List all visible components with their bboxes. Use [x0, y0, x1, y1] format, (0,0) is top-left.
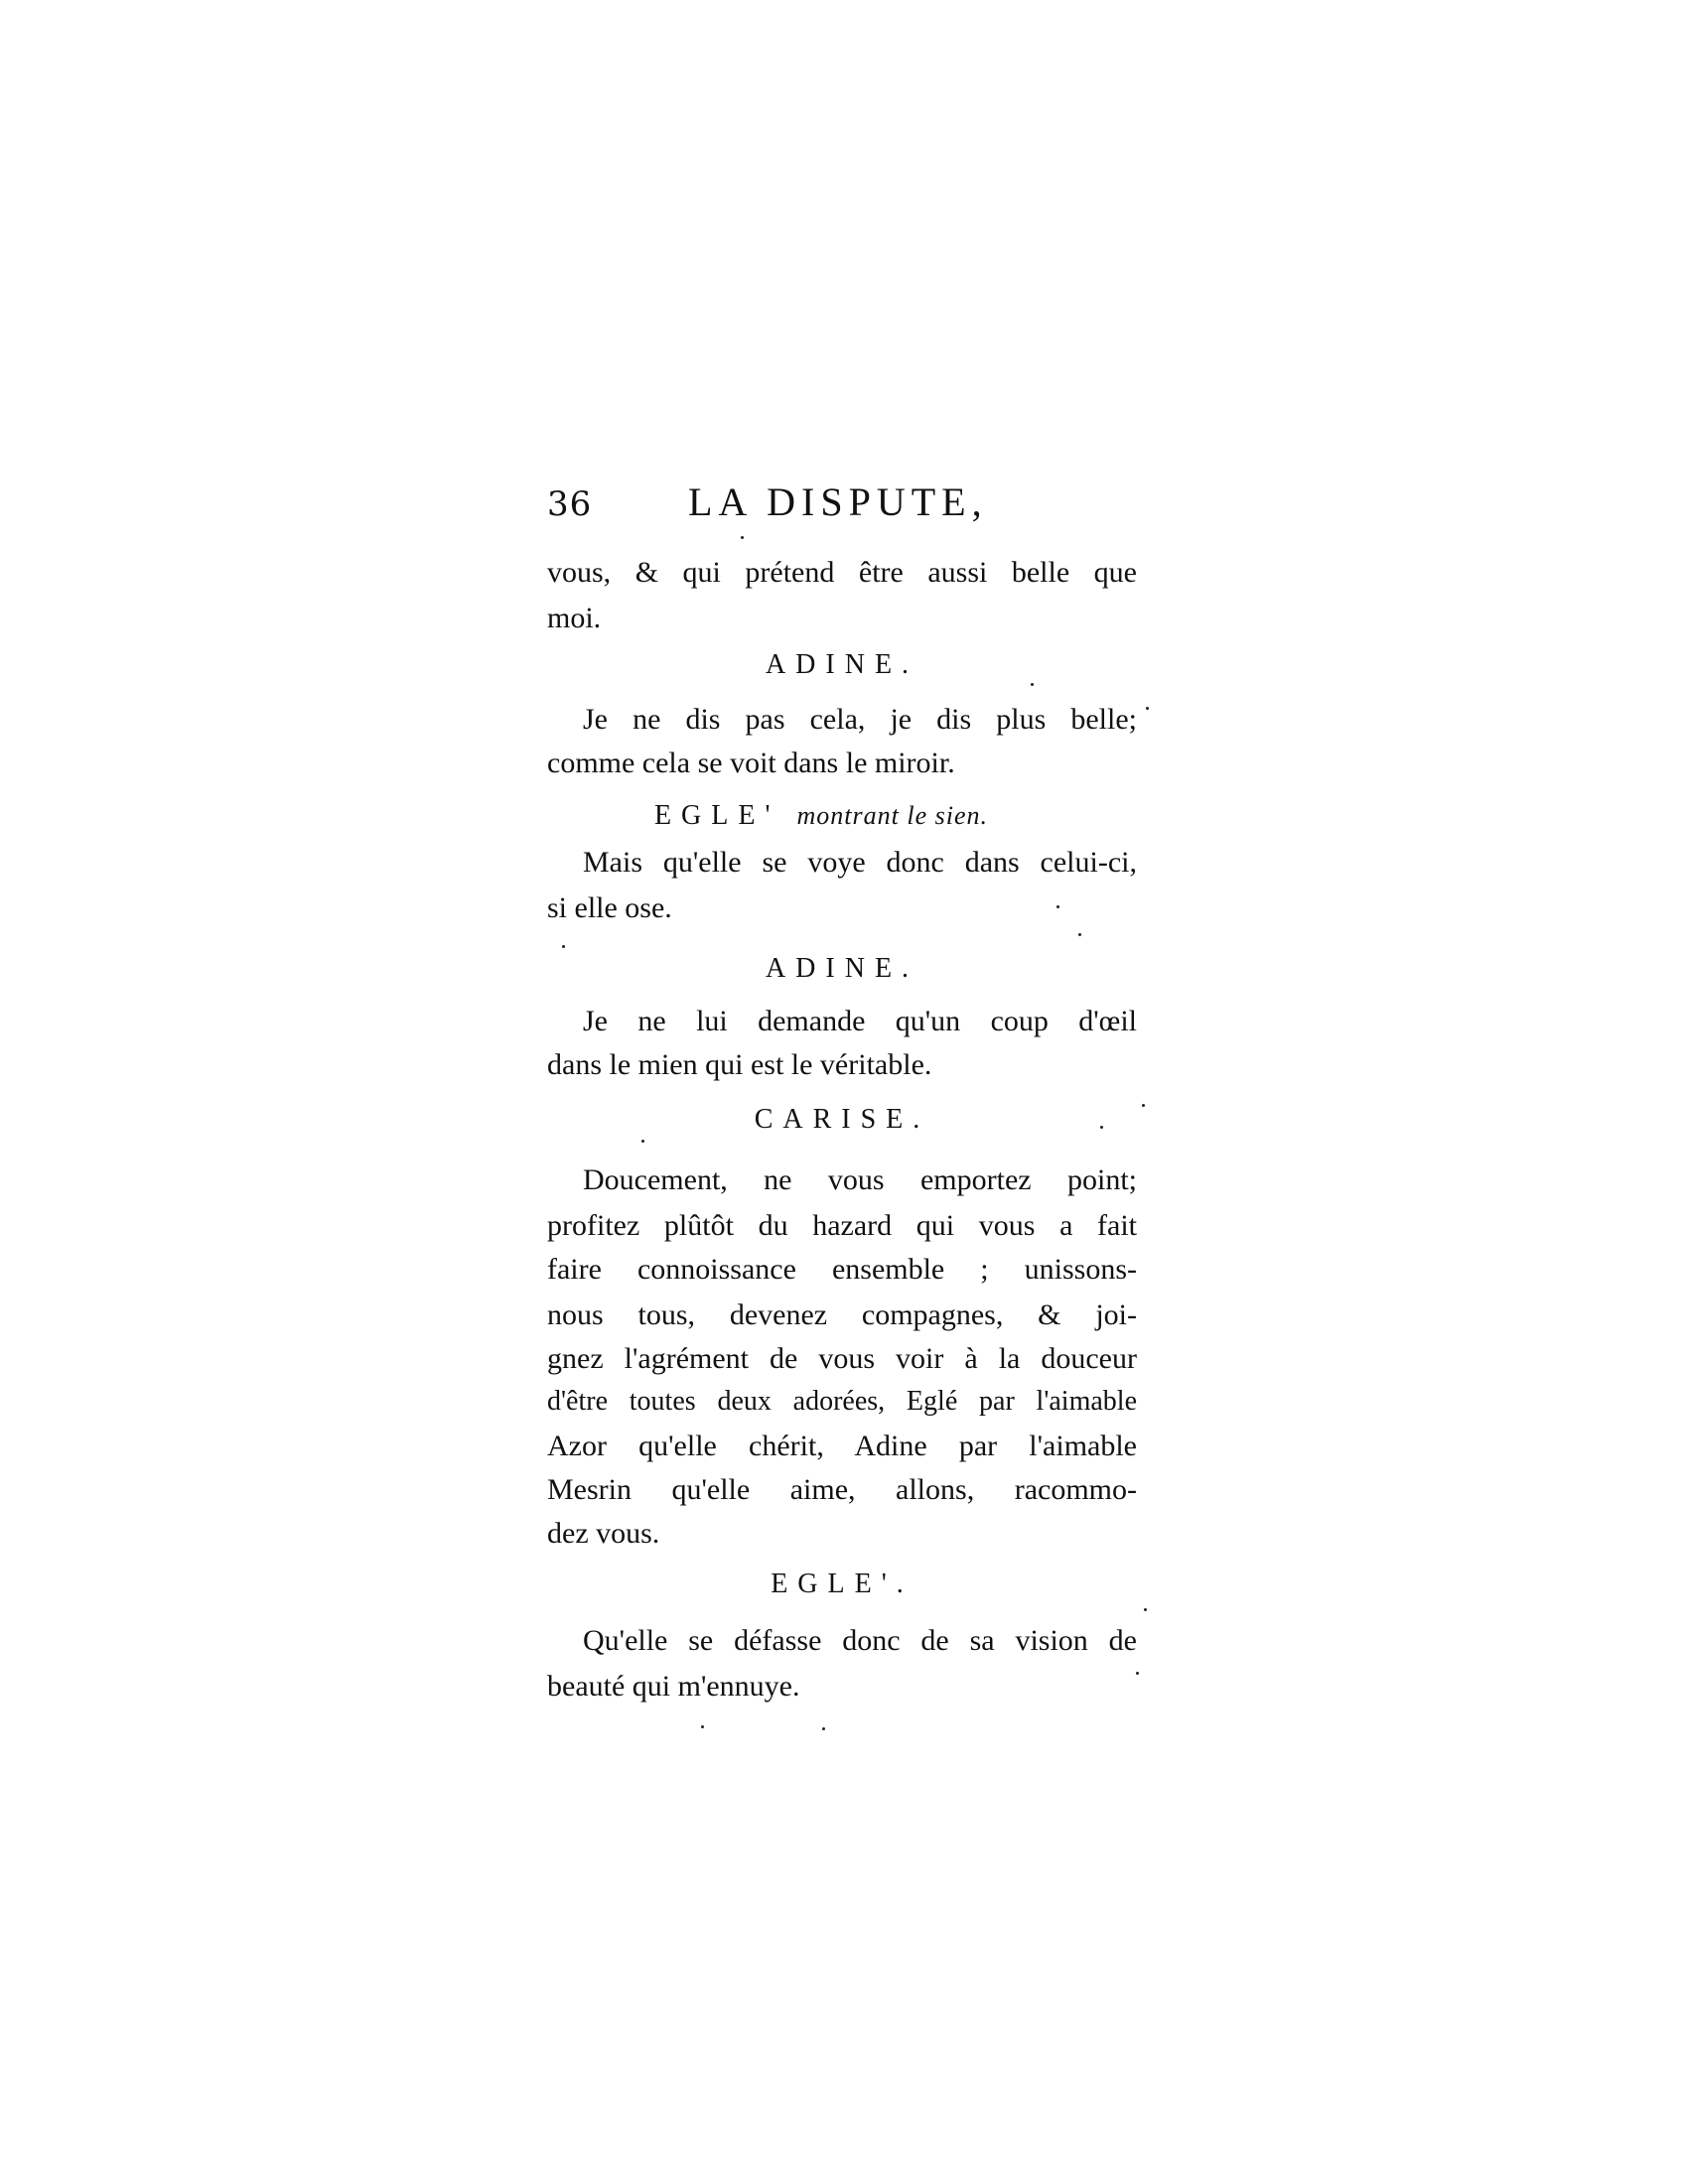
speaker-label: EGLE'.: [771, 1569, 914, 1599]
running-head: [547, 479, 1044, 534]
scan-speck: [641, 1140, 644, 1143]
text-line: d'être toutes deux adorées, Eglé par l'aimable: [547, 1386, 1137, 1417]
scan-speck: [1078, 933, 1081, 936]
speaker-name: [547, 953, 1137, 985]
text-line: Je ne lui demande qu'un coup d'œil: [583, 1005, 1137, 1037]
stage-direction: montrant le sien.: [796, 801, 989, 830]
text-line: faire connoissance ensemble ; unissons-: [547, 1253, 1137, 1286]
text-line: si elle ose.: [547, 891, 672, 924]
speaker-name: [547, 1104, 1137, 1136]
scan-speck: [1100, 1126, 1103, 1129]
scan-speck: [822, 1727, 825, 1730]
speaker-label: EGLE': [653, 800, 780, 831]
text-line: Qu'elle se défasse donc de sa vision de: [583, 1624, 1137, 1657]
text-line: Azor qu'elle chérit, Adine par l'aimable: [547, 1430, 1137, 1462]
speaker-name: [547, 1569, 1137, 1600]
scan-speck: [1146, 707, 1149, 710]
text-line: Mesrin qu'elle aime, allons, racommo-: [547, 1473, 1137, 1506]
speaker-label: ADINE.: [765, 953, 919, 984]
page-number: 36: [547, 484, 593, 524]
scan-speck: [701, 1725, 704, 1728]
scan-speck: [1031, 683, 1034, 686]
text-line: Doucement, ne vous emportez point;: [583, 1163, 1137, 1196]
text-line: comme cela se voit dans le miroir.: [547, 747, 955, 779]
scan-speck: [741, 536, 744, 539]
scan-speck: [1056, 905, 1059, 908]
text-line: moi.: [547, 602, 602, 634]
text-line: beauté qui m'ennuye.: [547, 1670, 800, 1703]
scan-speck: [1136, 1672, 1139, 1675]
text-line: vous, & qui prétend être aussi belle que: [547, 556, 1137, 589]
text-line: Mais qu'elle se voye donc dans celui-ci,: [583, 846, 1137, 879]
scan-speck: [1142, 1104, 1145, 1107]
running-title: LA DISPUTE,: [688, 479, 988, 524]
text-line: dans le mien qui est le véritable.: [547, 1048, 932, 1081]
text-line: profitez plûtôt du hazard qui vous a fait: [547, 1209, 1137, 1242]
speaker-name: [547, 649, 1137, 681]
speaker-label: ADINE.: [765, 649, 919, 680]
scan-speck: [1144, 1608, 1147, 1611]
text-line: dez vous.: [547, 1517, 660, 1550]
speaker-name: [526, 800, 1116, 832]
speaker-label: CARISE.: [754, 1104, 930, 1135]
text-line: nous tous, devenez compagnes, & joi-: [547, 1298, 1137, 1331]
scan-speck: [562, 945, 565, 948]
text-line: gnez l'agrément de vous voir à la douceur: [547, 1342, 1137, 1375]
text-line: Je ne dis pas cela, je dis plus belle;: [583, 703, 1137, 736]
